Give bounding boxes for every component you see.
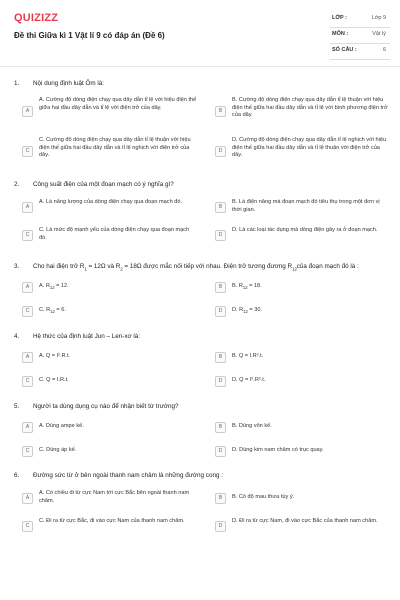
meta-value: Vật lý — [372, 31, 386, 37]
option-letter-badge: B — [215, 352, 226, 363]
option-letter-badge: D — [215, 146, 226, 157]
option-text: B. Cường độ dòng điện chạy qua dây dẫn tỉ lệ thuận với hiệu điện thế giữa hai đầu dây dẫn và tỉ lệ với bình phương điện trở của dây. — [232, 97, 388, 118]
option-text: C. Q = I.R.t. — [39, 377, 69, 383]
option-text: A. Là năng lượng của dòng điện chạy qua đoạn mạch đó. — [39, 199, 183, 205]
question-1 — [14, 79, 390, 175]
option-text: C. Đi ra từ cực Bắc, đi vào cực Nam của thanh nam châm. — [39, 518, 185, 524]
option-text: D. Cường độ dòng điện chạy qua dây dẫn tỉ lệ nghịch với hiệu điện thế giữa hai đầu dây dẫn và tỉ lệ thuận với điện trở của dây. — [232, 137, 387, 158]
quiz-header — [0, 0, 400, 67]
meta-row-count — [330, 44, 390, 60]
question-number: 6. — [14, 472, 20, 479]
text-part: = 18Ω được mắc nối tiếp với nhau. Điện trở tương đương R — [122, 263, 293, 270]
question-header — [14, 332, 390, 344]
question-text: Nội dung định luật Ôm là: — [33, 80, 105, 87]
question-header — [14, 180, 390, 192]
option-letter-badge: D — [215, 446, 226, 457]
question-6 — [14, 471, 390, 551]
option-text — [232, 307, 390, 316]
option-letter-badge: D — [215, 306, 226, 317]
meta-label: MÔN : — [332, 31, 349, 37]
option-letter-badge: B — [215, 106, 226, 117]
meta-value: 6 — [382, 47, 386, 53]
option-letter-badge: B — [215, 282, 226, 293]
option-letter-badge: B — [215, 493, 226, 504]
option-text — [39, 283, 197, 292]
meta-row-subject — [330, 28, 390, 44]
option-letter-badge: A — [22, 202, 33, 213]
question-number: 4. — [14, 333, 20, 340]
question-2 — [14, 180, 390, 252]
text-part: Cho hai điện trở R — [33, 263, 85, 270]
option-text — [39, 307, 197, 316]
subscript: 12 — [50, 309, 55, 315]
subscript: 12 — [242, 285, 248, 291]
question-5 — [14, 402, 390, 462]
question-number: 5. — [14, 403, 20, 410]
option-text: C. Là mức độ mạnh yếu của dòng điện chạy qua đoạn mạch đó. — [39, 227, 190, 241]
text-part: = 30. — [247, 307, 263, 313]
question-header — [14, 79, 390, 91]
text-part: = 18. — [247, 283, 262, 289]
text-part: D. R — [232, 307, 244, 313]
question-header — [14, 402, 390, 414]
meta-row-class — [330, 12, 390, 28]
option-letter-badge: A — [22, 493, 33, 504]
option-letter-badge: C — [22, 146, 33, 157]
text-part: = 12Ω và R — [86, 263, 121, 270]
option-letter-badge: D — [215, 376, 226, 387]
question-text — [33, 263, 390, 271]
text-part: C. R — [39, 307, 51, 313]
option-letter-badge: C — [22, 446, 33, 457]
question-header — [14, 471, 390, 483]
meta-label: LỚP : — [332, 15, 347, 21]
option-letter-badge: A — [22, 106, 33, 117]
subscript: 1 — [84, 266, 87, 272]
question-header — [14, 262, 390, 274]
question-number: 1. — [14, 80, 20, 87]
option-letter-badge: A — [22, 352, 33, 363]
quizizz-logo: QUIZIZZ — [14, 12, 59, 24]
subscript: 2 — [120, 266, 123, 272]
option-text: D. Đi ra từ cực Nam, đi vào cực Bắc của thanh nam châm. — [232, 518, 378, 524]
question-text: Công suất điện của một đoạn mạch có ý nghĩa gì? — [33, 181, 174, 188]
quiz-title: Đề thi Giữa kì 1 Vật lí 9 có đáp án (Đề 6) — [14, 31, 165, 40]
question-number: 2. — [14, 181, 20, 188]
option-text: C. Cường độ dòng điện chạy qua dây dẫn tỉ lệ thuận với hiệu điện thế giữa hai đầu dây dẫn và tỉ lệ nghịch với điện trở của dây. — [39, 137, 191, 158]
question-text: Người ta dùng dụng cụ nào để nhận biết từ trường? — [33, 403, 179, 410]
option-text: D. Là các loại tác dụng mà dòng điện gây ra ở đoạn mạch. — [232, 227, 378, 233]
subscript: 12 — [49, 285, 55, 291]
option-text: D. Q = I².R².t. — [232, 377, 266, 383]
text-part: B. R — [232, 283, 243, 289]
option-text: B. Q = I.R².t. — [232, 353, 264, 359]
option-text: B. Dùng vôn kế. — [232, 423, 272, 429]
text-part: của đoạn mạch đó là : — [296, 263, 359, 270]
question-4 — [14, 332, 390, 392]
option-text: A. Cường độ dòng điện chạy qua dây dẫn tỉ lệ với hiệu điện thế giữa hai đầu dây dẫn và tỉ lệ với điện trở của dây. — [39, 97, 197, 111]
option-letter-badge: C — [22, 306, 33, 317]
option-letter-badge: D — [215, 230, 226, 241]
text-part: = 12. — [54, 283, 69, 289]
option-letter-badge: C — [22, 521, 33, 532]
option-letter-badge: C — [22, 376, 33, 387]
option-text — [232, 283, 390, 292]
option-letter-badge: B — [215, 422, 226, 433]
option-text: D. Dùng kim nam châm có trục quay. — [232, 447, 324, 453]
question-text: Đường sức từ ở bên ngoài thanh nam châm là những đường cong : — [33, 472, 223, 479]
option-letter-badge: A — [22, 422, 33, 433]
option-text: A. Có chiều đi từ cực Nam tới cực Bắc bên ngoài thanh nam châm. — [39, 490, 190, 504]
quiz-meta — [330, 12, 390, 60]
text-part: A. R — [39, 283, 50, 289]
question-3 — [14, 262, 390, 322]
text-part: = 6. — [54, 307, 66, 313]
option-letter-badge: D — [215, 521, 226, 532]
meta-label: SỐ CÂU : — [332, 47, 357, 53]
option-text: A. Dùng ampe kế. — [39, 423, 84, 429]
meta-value: Lớp 9 — [371, 15, 386, 21]
option-text: B. Là điện năng mà đoạn mạch đó tiêu thụ trong một đơn vị thời gian. — [232, 199, 380, 213]
subscript: 12 — [292, 266, 297, 272]
option-letter-badge: C — [22, 230, 33, 241]
question-number: 3. — [14, 263, 20, 270]
option-letter-badge: B — [215, 202, 226, 213]
option-letter-badge: A — [22, 282, 33, 293]
option-text: A. Q = I².R.t. — [39, 353, 71, 359]
option-text: B. Có độ mau thưa tùy ý. — [232, 494, 295, 500]
subscript: 12 — [243, 309, 248, 315]
question-text: Hệ thức của định luật Jun – Len-xơ là: — [33, 333, 141, 340]
option-text: C. Dùng áp kế. — [39, 447, 77, 453]
